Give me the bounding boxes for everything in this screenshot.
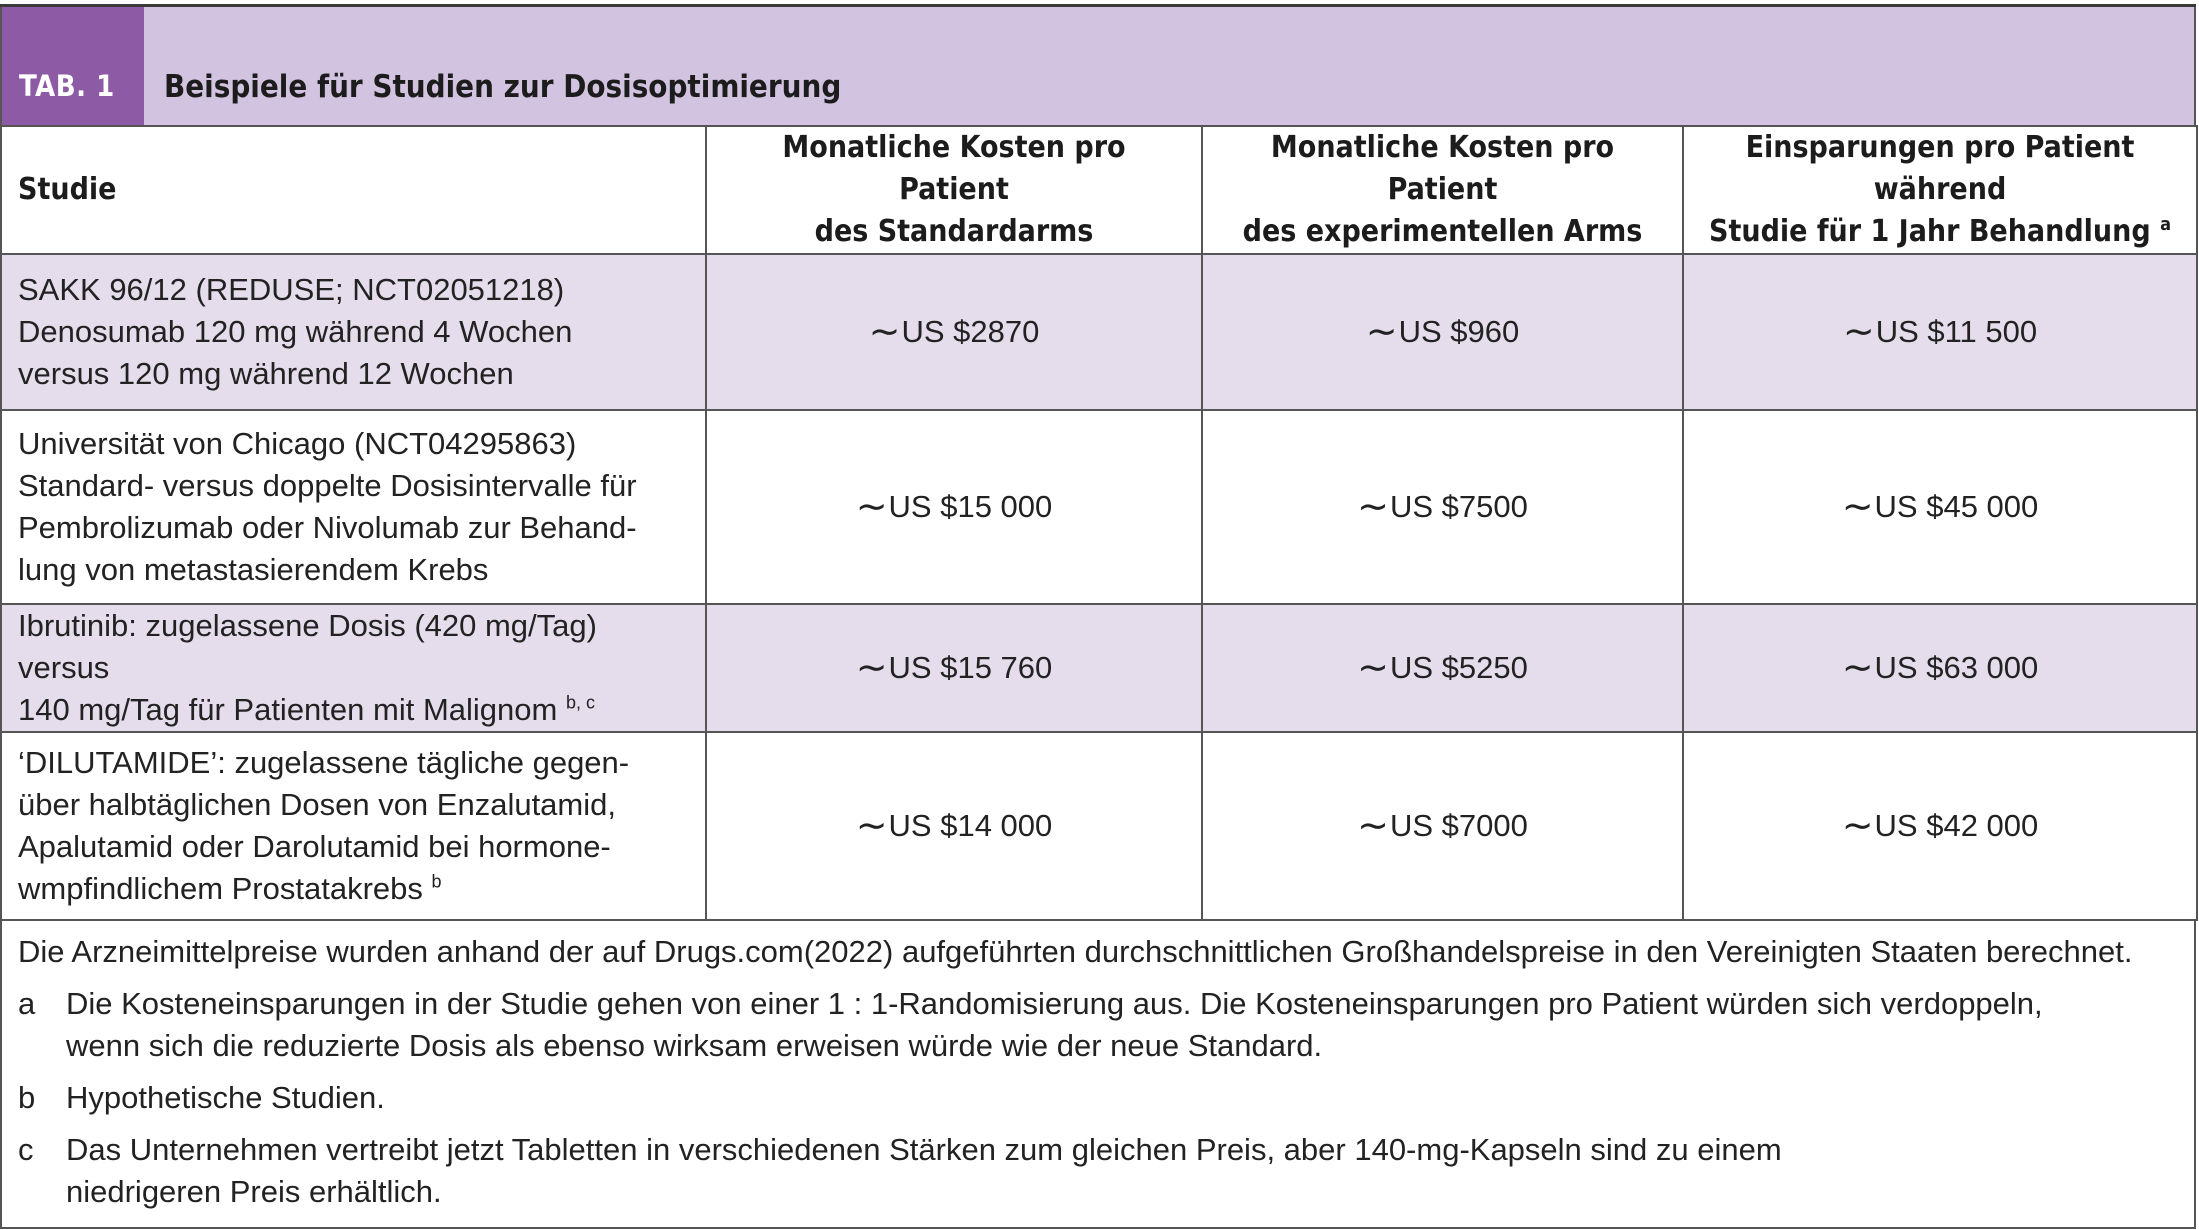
study-line: Universität von Chicago (NCT04295863): [18, 426, 577, 461]
study-line: ‘DILUTAMIDE’: zugelassene tägliche gegen-: [18, 745, 630, 780]
column-header-line: Monatliche Kosten pro Patient: [1270, 130, 1615, 207]
study-line: Standard- versus doppelte Dosisintervalle für: [18, 468, 637, 503]
footnote-marker: a: [2160, 214, 2171, 235]
column-header-label: Studie: [18, 172, 117, 207]
footnote-text: [66, 1077, 2178, 1119]
approx-symbol: ∼: [1357, 805, 1389, 847]
approx-symbol: ∼: [1842, 311, 1875, 353]
approx-symbol: ∼: [1357, 647, 1389, 689]
study-line: 140 mg/Tag für Patienten mit Malignom: [18, 692, 558, 727]
cost-value: US $45 000: [1874, 489, 2039, 524]
footnote-text: [66, 1129, 2178, 1213]
footnote-item: [18, 1129, 2178, 1213]
approx-symbol: ∼: [1357, 486, 1389, 528]
column-header-line: Monatliche Kosten pro Patient: [782, 130, 1126, 207]
cost-value: US $7000: [1389, 808, 1528, 843]
dose-optimization-table: [0, 4, 2196, 1229]
table-footnotes: [0, 921, 2196, 1229]
table-row: [1, 604, 2197, 732]
column-header-line: Studie für 1 Jahr Behandlung: [1709, 214, 2151, 249]
cost-value: US $11 500: [1875, 314, 2038, 349]
footnote-line: wenn sich die reduzierte Dosis als ebenso wirksam erweisen würde wie der neue Standard.: [66, 1028, 1323, 1063]
column-header-study: [1, 126, 706, 254]
cost-value: US $5250: [1389, 650, 1528, 685]
column-header-line: Einsparungen pro Patient während: [1745, 130, 2135, 207]
footnote-line: niedrigeren Preis erhältlich.: [66, 1174, 442, 1209]
table-row: [1, 732, 2197, 920]
standard-cost-cell: [706, 732, 1202, 920]
table-label: TAB. 1: [2, 7, 144, 125]
cost-value: US $63 000: [1874, 650, 2039, 685]
cost-value: US $7500: [1389, 489, 1528, 524]
savings-cell: [1683, 604, 2197, 732]
column-header-savings: [1683, 126, 2197, 254]
cost-value: US $42 000: [1874, 808, 2039, 843]
standard-cost-cell: [706, 604, 1202, 732]
table-row: [1, 254, 2197, 410]
approx-symbol: ∼: [855, 647, 888, 689]
header-row: [1, 126, 2197, 254]
approx-symbol: ∼: [1841, 805, 1874, 847]
approx-symbol: ∼: [855, 805, 888, 847]
savings-cell: [1683, 732, 2197, 920]
study-cell: [1, 604, 706, 732]
study-line: über halbtäglichen Dosen von Enzalutamid,: [18, 787, 616, 822]
approx-symbol: ∼: [1841, 486, 1874, 528]
column-header-line: des Standardarms: [814, 214, 1094, 249]
study-line: Pembrolizumab oder Nivolumab zur Behand-: [18, 510, 637, 545]
experimental-cost-cell: [1202, 254, 1683, 410]
footnote-item: [18, 1077, 2178, 1119]
approx-symbol: ∼: [855, 486, 888, 528]
footnote-line: Die Kosteneinsparungen in der Studie gehen von einer 1 : 1-Randomisierung aus. Die Kosteneinsparungen pro Patient würden sich verdoppeln,: [66, 986, 2043, 1021]
table-title-bar: [0, 7, 2196, 125]
experimental-cost-cell: [1202, 604, 1683, 732]
footnote-text: [66, 983, 2178, 1067]
footnote-letter: c: [18, 1132, 34, 1167]
savings-cell: [1683, 254, 2197, 410]
table-row: [1, 410, 2197, 604]
study-line: SAKK 96/12 (REDUSE; NCT02051218): [18, 272, 565, 307]
standard-cost-cell: [706, 410, 1202, 604]
experimental-cost-cell: [1202, 410, 1683, 604]
column-header-standard-cost: [706, 126, 1202, 254]
study-cell: [1, 410, 706, 604]
standard-cost-cell: [706, 254, 1202, 410]
footnote-marker: b, c: [565, 692, 595, 713]
study-cell: [1, 254, 706, 410]
cost-value: US $960: [1398, 314, 1520, 349]
study-line: Denosumab 120 mg während 4 Wochen: [18, 314, 573, 349]
study-line: Ibrutinib: zugelassene Dosis (420 mg/Tag) versus: [18, 608, 597, 685]
data-table: [0, 125, 2198, 921]
study-cell: [1, 732, 706, 920]
savings-cell: [1683, 410, 2197, 604]
study-line: lung von metastasierendem Krebs: [18, 552, 489, 587]
cost-value: US $14 000: [888, 808, 1053, 843]
cost-value: US $15 760: [888, 650, 1053, 685]
approx-symbol: ∼: [1841, 647, 1874, 689]
column-header-experimental-cost: [1202, 126, 1683, 254]
footnote-letter: a: [18, 986, 36, 1021]
price-note: Die Arzneimittelpreise wurden anhand der auf Drugs.com(2022) aufgeführten durchschnittlichen Großhandelspreise in den Vereinigten Staaten berechnet.: [18, 934, 2133, 969]
study-line: wmpfindlichem Prostatakrebs: [18, 871, 423, 906]
footnote-marker: b: [431, 871, 442, 892]
experimental-cost-cell: [1202, 732, 1683, 920]
study-line: versus 120 mg während 12 Wochen: [18, 356, 514, 391]
approx-symbol: ∼: [1365, 311, 1398, 353]
study-line: Apalutamid oder Darolutamid bei hormone-: [18, 829, 611, 864]
footnote-item: [18, 983, 2178, 1067]
column-header-line: des experimentellen Arms: [1242, 214, 1643, 249]
approx-symbol: ∼: [868, 311, 901, 353]
footnote-line: Hypothetische Studien.: [66, 1080, 385, 1115]
cost-value: US $15 000: [888, 489, 1053, 524]
table-title: Beispiele für Studien zur Dosisoptimierung: [164, 69, 842, 105]
footnote-line: Das Unternehmen vertreibt jetzt Tabletten in verschiedenen Stärken zum gleichen Preis, aber 140-mg-Kapseln sind zu einem: [66, 1132, 1782, 1167]
cost-value: US $2870: [901, 314, 1040, 349]
footnote-letter: b: [18, 1080, 36, 1115]
